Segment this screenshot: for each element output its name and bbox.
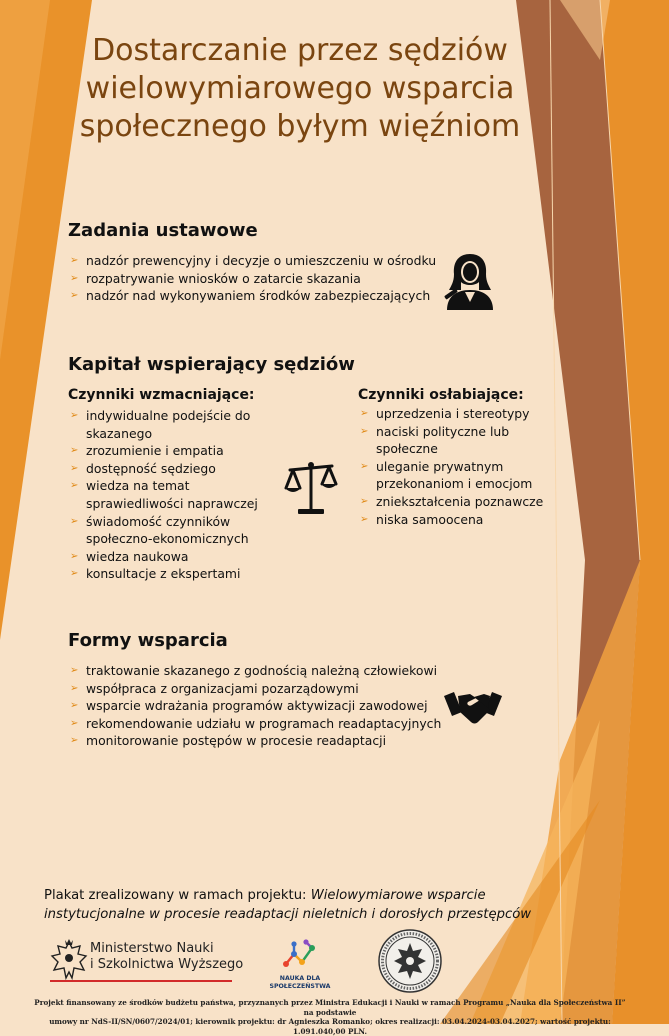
list-item: ➢ współpraca z organizacjami pozarządowymi	[70, 680, 450, 698]
list-item: ➢ nadzór prewencyjny i decyzje o umieszczeniu w ośrodku	[70, 252, 450, 270]
title-line: wielowymiarowego wsparcia	[85, 71, 515, 106]
list-item: ➢ niska samoocena	[360, 511, 560, 529]
list-item: ➢ wsparcie wdrażania programów aktywizacji zawodowej	[70, 697, 450, 715]
list-item: ➢ traktowanie skazanego z godnością należną człowiekowi	[70, 662, 450, 680]
eagle-emblem-icon	[50, 938, 88, 982]
footer-lead: Plakat zrealizowany w ramach projektu:	[44, 888, 311, 903]
title-line: Dostarczanie przez sędziów	[92, 33, 508, 68]
list-item: ➢ wiedza naukowa	[70, 548, 280, 566]
list-item: ➢ konsultacje z ekspertami	[70, 565, 280, 583]
list-item: ➢ zrozumienie i empatia	[70, 442, 280, 460]
list-item: ➢ naciski polityczne lub społeczne	[360, 423, 560, 458]
judge-icon	[443, 252, 497, 310]
formy-list	[70, 662, 450, 750]
wzmacniajace-list	[70, 407, 280, 583]
list-item: ➢ rekomendowanie udziału w programach readaptacyjnych	[70, 715, 450, 733]
page-title	[40, 32, 560, 146]
footer-project-text	[44, 886, 564, 924]
section-heading-zadania: Zadania ustawowe	[68, 220, 258, 241]
nauka-logo-text: NAUKA DLA SPOŁECZEŃSTWA	[269, 975, 331, 990]
list-item: ➢ zniekształcenia poznawcze	[360, 493, 560, 511]
project-title-line: Wielowymiarowe wsparcie	[310, 888, 486, 903]
funding-note: Projekt finansowany ze środków budżetu państwa, przyznanych przez Ministra Edukacji i Nauki w ramach Programu „Nauka dla Społeczeństwa II” na podstawie umowy nr NdS-II/SN/0607/2024/01; kierownik projektu: dr Agnieszka Romanko; okres realizacji: 03.04.2024-03.04.2027; wartość projektu: 1.091.040,00 PLN.	[34, 998, 626, 1036]
ministry-name: Ministerstwo Nauki i Szkolnictwa Wyższego	[90, 941, 244, 972]
list-item: ➢ monitorowanie postępów w procesie readaptacji	[70, 732, 450, 750]
section-heading-formy: Formy wsparcia	[68, 630, 228, 651]
list-item: ➢ wiedza na temat sprawiedliwości naprawczej	[70, 477, 280, 512]
subheading-oslabiajace: Czynniki osłabiające:	[358, 387, 524, 403]
list-item: ➢ uprzedzenia i stereotypy	[360, 405, 560, 423]
list-item: ➢ indywidualne podejście do skazanego	[70, 407, 280, 442]
list-item: ➢ nadzór nad wykonywaniem środków zabezpieczających	[70, 287, 450, 305]
handshake-icon	[444, 688, 502, 728]
list-item: ➢ świadomość czynników społeczno-ekonomicznych	[70, 513, 280, 548]
scales-icon	[284, 458, 338, 516]
list-item: ➢ rozpatrywanie wniosków o zatarcie skazania	[70, 270, 450, 288]
subheading-wzmacniajace: Czynniki wzmacniające:	[68, 387, 255, 403]
nauka-logo-icon	[280, 938, 320, 974]
section-heading-kapital: Kapitał wspierający sędziów	[68, 354, 355, 375]
list-item: ➢ dostępność sędziego	[70, 460, 280, 478]
university-seal-icon	[378, 929, 442, 993]
zadania-list	[70, 252, 450, 305]
oslabiajace-list	[360, 405, 560, 528]
list-item: ➢ uleganie prywatnym przekonaniom i emocjom	[360, 458, 560, 493]
ministry-underline	[50, 980, 232, 982]
project-title-line: instytucjonalne w procesie readaptacji nieletnich i dorosłych przestępców	[44, 907, 532, 922]
title-line: społecznego byłym więźniom	[79, 109, 521, 144]
